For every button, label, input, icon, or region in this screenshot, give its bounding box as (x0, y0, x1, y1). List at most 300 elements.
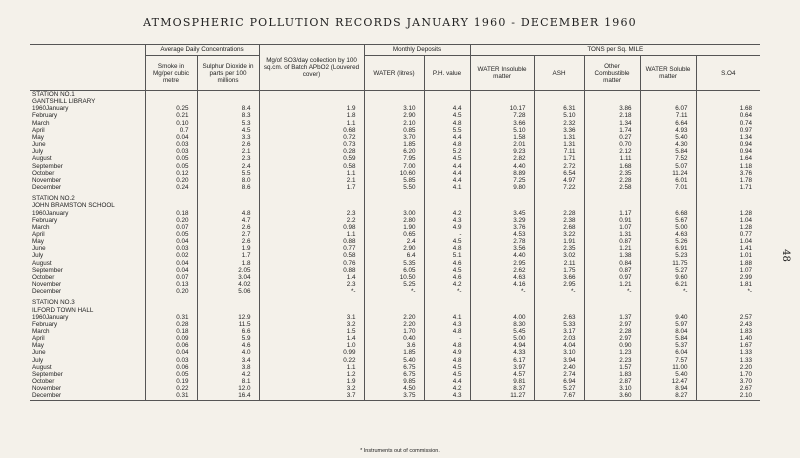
cell-so4: 1.68 (696, 105, 760, 112)
cell-ash: 6.94 (534, 378, 584, 385)
table-row (30, 335, 760, 342)
cell-so4: 1.33 (696, 357, 760, 364)
cell-so4: 2.43 (696, 321, 760, 328)
month-label: March (32, 328, 50, 335)
empty-cell (696, 195, 760, 202)
cell-mg-so3: 3.2 (259, 385, 364, 392)
empty-cell (364, 202, 424, 209)
year-label: 1960 (32, 105, 47, 113)
cell-water-litres: 2.80 (364, 217, 424, 224)
cell-soluble: 7.52 (640, 155, 696, 162)
cell-ash: 7.22 (534, 184, 584, 191)
cell-so2: 1.8 (197, 260, 259, 267)
table-row (30, 148, 760, 155)
table-row (30, 314, 760, 321)
header-other-combustible: Other Combustible matter (584, 56, 640, 91)
cell-other-combustible: 0.70 (584, 141, 640, 148)
month-label: March (32, 223, 50, 231)
month-label: July (32, 148, 44, 156)
station-place: JOHN BRAMSTON SCHOOL (32, 202, 115, 210)
row-label (30, 224, 145, 231)
cell-mg-so3: *- (259, 288, 364, 295)
empty-cell (470, 98, 534, 105)
station-place-row (30, 307, 760, 314)
table-row (30, 385, 760, 392)
cell-insoluble: 5.10 (470, 127, 534, 134)
row-label (30, 364, 145, 371)
cell-smoke: 0.09 (145, 335, 197, 342)
table-row (30, 112, 760, 119)
table-row (30, 238, 760, 245)
cell-other-combustible: 1.11 (584, 155, 640, 162)
cell-so4: 1.33 (696, 349, 760, 356)
cell-smoke: 0.28 (145, 321, 197, 328)
cell-other-combustible: 1.34 (584, 120, 640, 127)
cell-mg-so3: 1.2 (259, 371, 364, 378)
cell-other-combustible: 1.21 (584, 245, 640, 252)
cell-ash: 3.66 (534, 274, 584, 281)
cell-soluble: 5.37 (640, 342, 696, 349)
cell-ph: 4.3 (424, 392, 470, 400)
cell-ash: 2.74 (534, 371, 584, 378)
cell-mg-so3: 0.58 (259, 163, 364, 170)
cell-so4: 2.20 (696, 364, 760, 371)
month-label: November (32, 385, 62, 393)
cell-so2: 4.7 (197, 217, 259, 224)
cell-mg-so3: 0.99 (259, 349, 364, 356)
cell-so4: 1.34 (696, 134, 760, 141)
station-name: STATION NO.1 (32, 91, 75, 98)
month-label: October (32, 378, 55, 386)
cell-water-litres: 6.20 (364, 148, 424, 155)
table-row (30, 134, 760, 141)
cell-water-litres: 3.10 (364, 105, 424, 112)
row-label (30, 105, 145, 112)
cell-so2: 4.6 (197, 342, 259, 349)
cell-so2: 1.7 (197, 252, 259, 259)
cell-smoke: 0.05 (145, 163, 197, 170)
cell-smoke: 0.07 (145, 274, 197, 281)
cell-insoluble: 2.01 (470, 141, 534, 148)
cell-ash: 2.72 (534, 163, 584, 170)
row-label (30, 385, 145, 392)
cell-so2: 2.05 (197, 267, 259, 274)
empty-cell (364, 195, 424, 202)
cell-ash: 2.28 (534, 210, 584, 217)
cell-so4: 0.74 (696, 120, 760, 127)
table-row (30, 288, 760, 295)
cell-smoke: 0.19 (145, 378, 197, 385)
cell-ash: 5.33 (534, 321, 584, 328)
table-row (30, 163, 760, 170)
month-label: May (32, 238, 44, 246)
cell-smoke: 0.04 (145, 267, 197, 274)
cell-smoke: 0.05 (145, 371, 197, 378)
cell-water-litres: 2.90 (364, 245, 424, 252)
month-label: May (32, 342, 44, 350)
cell-insoluble: 1.58 (470, 134, 534, 141)
row-label (30, 148, 145, 155)
table-body (30, 91, 760, 401)
cell-ph: 4.8 (424, 120, 470, 127)
cell-so4: 3.70 (696, 378, 760, 385)
cell-so2: 12.0 (197, 385, 259, 392)
header-avg-daily: Average Daily Concentrations (145, 45, 259, 56)
row-label (30, 163, 145, 170)
station-place-row (30, 98, 760, 105)
empty-cell (145, 299, 197, 306)
empty-cell (364, 307, 424, 314)
header-smoke: Smoke in Mg/per cubic metre (145, 56, 197, 91)
cell-other-combustible: 0.90 (584, 342, 640, 349)
cell-so4: 1.70 (696, 371, 760, 378)
cell-mg-so3: 1.9 (259, 105, 364, 112)
cell-smoke: 0.25 (145, 105, 197, 112)
table-row (30, 378, 760, 385)
cell-smoke: 0.20 (145, 288, 197, 295)
table-row (30, 155, 760, 162)
cell-soluble: 4.93 (640, 127, 696, 134)
cell-mg-so3: 2.3 (259, 210, 364, 217)
row-label (30, 288, 145, 295)
cell-mg-so3: 1.4 (259, 335, 364, 342)
empty-cell (259, 307, 364, 314)
month-label: September (32, 266, 63, 274)
table-row (30, 217, 760, 224)
cell-smoke: 0.03 (145, 357, 197, 364)
cell-mg-so3: 1.7 (259, 184, 364, 191)
empty-cell (640, 195, 696, 202)
cell-insoluble: *- (470, 288, 534, 295)
cell-so2: 8.1 (197, 378, 259, 385)
cell-soluble: 5.40 (640, 371, 696, 378)
cell-ash: 7.11 (534, 148, 584, 155)
cell-soluble: 6.91 (640, 245, 696, 252)
cell-ash: 5.27 (534, 385, 584, 392)
cell-water-litres: 3.6 (364, 342, 424, 349)
cell-soluble: 11.24 (640, 170, 696, 177)
table-row (30, 321, 760, 328)
cell-ash: 3.02 (534, 252, 584, 259)
month-label: October (32, 169, 55, 177)
cell-so2: 8.0 (197, 177, 259, 184)
cell-other-combustible: 2.97 (584, 321, 640, 328)
month-label: January (46, 209, 69, 217)
row-label (30, 328, 145, 335)
cell-mg-so3: 0.58 (259, 252, 364, 259)
cell-smoke: 0.04 (145, 238, 197, 245)
cell-water-litres: 10.50 (364, 274, 424, 281)
cell-water-litres: 1.70 (364, 328, 424, 335)
footnote: * Instruments out of commission. (360, 448, 440, 454)
row-label (30, 210, 145, 217)
cell-soluble: 8.04 (640, 328, 696, 335)
empty-cell (424, 307, 470, 314)
cell-water-litres: 6.75 (364, 364, 424, 371)
row-label (30, 134, 145, 141)
month-label: October (32, 273, 55, 281)
empty-cell (259, 299, 364, 306)
cell-soluble: 5.00 (640, 224, 696, 231)
cell-water-litres: 2.20 (364, 321, 424, 328)
cell-mg-so3: 2.1 (259, 177, 364, 184)
cell-insoluble: 3.66 (470, 120, 534, 127)
cell-smoke: 0.03 (145, 148, 197, 155)
cell-insoluble: 7.28 (470, 112, 534, 119)
empty-cell (424, 91, 470, 99)
table-row (30, 127, 760, 134)
row-label (30, 177, 145, 184)
cell-insoluble: 5.00 (470, 335, 534, 342)
cell-other-combustible: 2.23 (584, 357, 640, 364)
empty-cell (145, 195, 197, 202)
cell-so2: 8.6 (197, 184, 259, 191)
month-label: November (32, 176, 62, 184)
empty-cell (584, 299, 640, 306)
cell-ph: 4.8 (424, 328, 470, 335)
cell-smoke: 0.12 (145, 170, 197, 177)
month-label: January (46, 313, 69, 321)
cell-soluble: 6.04 (640, 349, 696, 356)
cell-insoluble: 6.17 (470, 357, 534, 364)
cell-insoluble: 4.40 (470, 163, 534, 170)
cell-other-combustible: 1.57 (584, 364, 640, 371)
station-name-row (30, 299, 760, 306)
cell-mg-so3: 1.9 (259, 378, 364, 385)
cell-mg-so3: 3.1 (259, 314, 364, 321)
cell-soluble: 5.67 (640, 217, 696, 224)
cell-soluble: 5.84 (640, 335, 696, 342)
cell-insoluble: 4.40 (470, 252, 534, 259)
year-label: 1960 (32, 313, 47, 321)
month-label: May (32, 133, 44, 141)
table-row (30, 328, 760, 335)
cell-mg-so3: 3.2 (259, 321, 364, 328)
cell-smoke: 0.24 (145, 184, 197, 191)
cell-so2: 2.6 (197, 141, 259, 148)
cell-mg-so3: 0.98 (259, 224, 364, 231)
cell-soluble: 4.63 (640, 231, 696, 238)
cell-water-litres: 10.60 (364, 170, 424, 177)
cell-smoke: 0.04 (145, 260, 197, 267)
cell-ash: 2.35 (534, 245, 584, 252)
cell-so2: 8.4 (197, 105, 259, 112)
cell-so4: 2.67 (696, 385, 760, 392)
row-label (30, 184, 145, 191)
empty-cell (534, 202, 584, 209)
cell-other-combustible: 2.87 (584, 378, 640, 385)
cell-other-combustible: 0.84 (584, 260, 640, 267)
station-name: STATION NO.3 (32, 299, 75, 307)
cell-insoluble: 3.76 (470, 224, 534, 231)
cell-so2: 5.06 (197, 288, 259, 295)
empty-cell (584, 307, 640, 314)
cell-smoke: 0.05 (145, 155, 197, 162)
row-label (30, 267, 145, 274)
cell-soluble: 11.75 (640, 260, 696, 267)
cell-water-litres: 2.20 (364, 314, 424, 321)
empty-cell (145, 91, 197, 99)
cell-water-litres: 2.90 (364, 112, 424, 119)
cell-insoluble: 10.17 (470, 105, 534, 112)
page-title: ATMOSPHERIC POLLUTION RECORDS JANUARY 1960 - DECEMBER 1960 (143, 16, 637, 29)
cell-ash: 3.17 (534, 328, 584, 335)
cell-ph: 4.5 (424, 112, 470, 119)
row-label (30, 342, 145, 349)
cell-insoluble: 4.57 (470, 371, 534, 378)
row-label (30, 357, 145, 364)
cell-ash: 5.10 (534, 112, 584, 119)
cell-ph: 4.8 (424, 245, 470, 252)
cell-soluble: 9.60 (640, 274, 696, 281)
cell-other-combustible: 1.07 (584, 224, 640, 231)
station-place-row (30, 202, 760, 209)
cell-so4: 1.28 (696, 224, 760, 231)
empty-cell (696, 91, 760, 99)
cell-ash: 2.68 (534, 224, 584, 231)
row-label (30, 274, 145, 281)
empty-cell (696, 98, 760, 105)
empty-cell (259, 202, 364, 209)
cell-so4: 0.94 (696, 148, 760, 155)
month-label: August (32, 259, 52, 267)
cell-mg-so3: 0.59 (259, 155, 364, 162)
cell-smoke: 0.10 (145, 120, 197, 127)
cell-soluble: *- (640, 288, 696, 295)
cell-so2: 16.4 (197, 392, 259, 400)
table-row (30, 260, 760, 267)
cell-other-combustible: 1.68 (584, 163, 640, 170)
cell-so2: 1.9 (197, 245, 259, 252)
row-label (30, 155, 145, 162)
cell-ash: 2.32 (534, 120, 584, 127)
empty-cell (364, 98, 424, 105)
cell-water-litres: 7.95 (364, 155, 424, 162)
month-label: December (32, 184, 62, 192)
empty-cell (534, 98, 584, 105)
station-name-row (30, 91, 760, 99)
cell-smoke: 0.06 (145, 342, 197, 349)
cell-water-litres: 6.05 (364, 267, 424, 274)
cell-ph: - (424, 231, 470, 238)
cell-insoluble: 2.62 (470, 267, 534, 274)
cell-insoluble: 7.25 (470, 177, 534, 184)
empty-cell (470, 202, 534, 209)
row-label (30, 231, 145, 238)
month-label: July (32, 356, 44, 364)
cell-ph: 4.4 (424, 378, 470, 385)
cell-insoluble: 3.56 (470, 245, 534, 252)
empty-cell (197, 307, 259, 314)
cell-ph: 4.8 (424, 141, 470, 148)
cell-mg-so3: 1.1 (259, 120, 364, 127)
cell-smoke: 0.02 (145, 252, 197, 259)
cell-so2: 2.1 (197, 148, 259, 155)
cell-insoluble: 4.94 (470, 342, 534, 349)
empty-cell (534, 195, 584, 202)
row-label (30, 371, 145, 378)
cell-soluble: 5.27 (640, 267, 696, 274)
cell-insoluble: 4.53 (470, 231, 534, 238)
cell-insoluble: 9.23 (470, 148, 534, 155)
cell-so4: 0.94 (696, 141, 760, 148)
cell-so4: 1.40 (696, 335, 760, 342)
row-label (30, 127, 145, 134)
empty-cell (470, 91, 534, 99)
cell-soluble: 5.97 (640, 321, 696, 328)
cell-ash: 2.38 (534, 217, 584, 224)
cell-soluble: 5.40 (640, 134, 696, 141)
cell-ash: 1.31 (534, 141, 584, 148)
row-label (30, 170, 145, 177)
table-row (30, 231, 760, 238)
cell-water-litres: 0.85 (364, 127, 424, 134)
cell-smoke: 0.03 (145, 141, 197, 148)
row-label (30, 245, 145, 252)
cell-mg-so3: 0.22 (259, 357, 364, 364)
cell-smoke: 0.04 (145, 349, 197, 356)
row-label (30, 252, 145, 259)
cell-so4: 1.04 (696, 238, 760, 245)
empty-cell (584, 98, 640, 105)
cell-ph: 4.8 (424, 342, 470, 349)
cell-water-litres: 0.40 (364, 335, 424, 342)
cell-soluble: 11.00 (640, 364, 696, 371)
cell-soluble: 5.26 (640, 238, 696, 245)
cell-ph: 4.2 (424, 210, 470, 217)
cell-so4: 2.10 (696, 392, 760, 400)
cell-smoke: 0.18 (145, 210, 197, 217)
cell-so4: 1.64 (696, 155, 760, 162)
cell-ph: 4.5 (424, 371, 470, 378)
station-name-row (30, 195, 760, 202)
cell-smoke: 0.31 (145, 392, 197, 400)
cell-ph: 5.5 (424, 127, 470, 134)
table-row (30, 210, 760, 217)
cell-soluble: 12.47 (640, 378, 696, 385)
cell-so4: 1.88 (696, 260, 760, 267)
cell-soluble: 6.01 (640, 177, 696, 184)
cell-so2: 11.5 (197, 321, 259, 328)
table-row (30, 267, 760, 274)
empty-cell (696, 202, 760, 209)
cell-smoke: 0.06 (145, 364, 197, 371)
cell-soluble: 8.27 (640, 392, 696, 400)
cell-so4: 2.99 (696, 274, 760, 281)
header-monthly-deposits: Monthly Deposits (364, 45, 470, 56)
row-label (30, 335, 145, 342)
cell-so4: 1.28 (696, 210, 760, 217)
empty-cell (470, 195, 534, 202)
cell-so2: 2.6 (197, 224, 259, 231)
empty-cell (640, 91, 696, 99)
cell-ash: 2.03 (534, 335, 584, 342)
cell-so2: 5.5 (197, 170, 259, 177)
empty-cell (259, 195, 364, 202)
table-row (30, 371, 760, 378)
cell-mg-so3: 0.73 (259, 141, 364, 148)
month-label: June (32, 141, 46, 149)
cell-mg-so3: 0.77 (259, 245, 364, 252)
row-label (30, 112, 145, 119)
cell-insoluble: 8.30 (470, 321, 534, 328)
empty-cell (364, 299, 424, 306)
cell-mg-so3: 1.1 (259, 170, 364, 177)
empty-cell (470, 307, 534, 314)
table-row (30, 252, 760, 259)
cell-ph: 4.4 (424, 105, 470, 112)
month-label: September (32, 162, 63, 170)
